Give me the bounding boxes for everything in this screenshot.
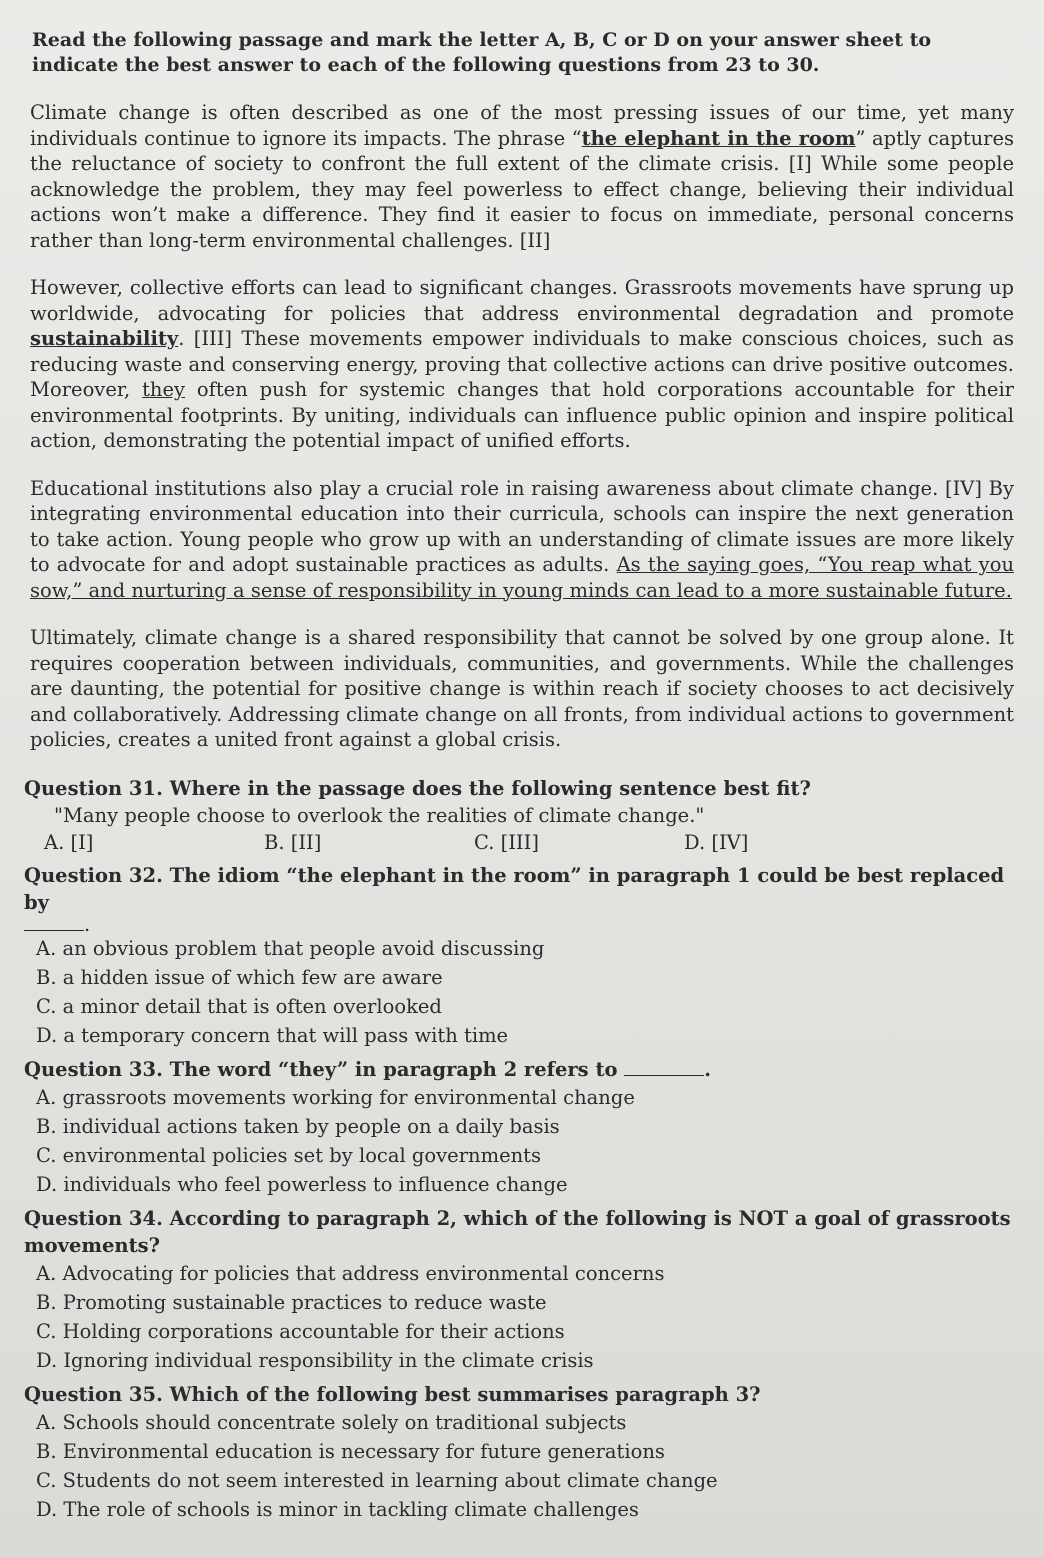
question-33: Question 33. The word “they” in paragraph 2 refers to . [24, 1057, 712, 1081]
question-31-quote: "Many people choose to overlook the realities of climate change." [54, 803, 705, 827]
keyword-sustainability: sustainability [30, 327, 179, 350]
question-32: Question 32. The idiom “the elephant in the room” in paragraph 1 could be best replaced by [24, 863, 1005, 914]
paragraph-3: Educational institutions also play a crucial role in raising awareness about climate change. [IV] By integrating environmental education into their curricula, schools can inspire the next generation to take action. Young people who grow up with an understanding of climate issues are more likely to advocate for and adopt sustainable practices as adults. As the saying goes, “You reap what you sow,” and nurturing a sense of responsibility in young minds can lead to a more sustainable future. [30, 476, 1014, 602]
question-31-options [44, 829, 1014, 856]
option-d: D. a temporary concern that will pass with time [36, 1023, 509, 1047]
paragraph-4: Ultimately, climate change is a shared responsibility that cannot be solved by one group alone. It requires cooperation between individuals, communities, and governments. While the challenges are daunting, the potential for positive change is within reach if society chooses to act decisively and collaboratively. Addressing climate change on all fronts, from individual actions to government policies, creates a united front against a global crisis. [30, 626, 1014, 751]
option-d: D. individuals who feel powerless to influence change [36, 1172, 568, 1196]
option-a: A. [I] [44, 830, 94, 854]
option-a: A. Advocating for policies that address environmental concerns [36, 1261, 665, 1285]
option-d: D. [IV] [684, 830, 749, 854]
option-a: A. grassroots movements working for environmental change [36, 1085, 635, 1109]
idiom-elephant-in-room: the elephant in the room [581, 126, 856, 150]
instruction: Read the following passage and mark the letter A, B, C or D on your answer sheet to indicate the best answer to each of the following questions from 23 to 30. [32, 29, 932, 76]
option-c: C. Students do not seem interested in learning about climate change [36, 1468, 718, 1492]
underlined-sentence: As the saying goes, “You reap what you sow,” and nurturing a sense of responsibility in young minds can lead to a more sustainable future. [30, 553, 1014, 602]
option-c: C. a minor detail that is often overlooked [36, 994, 442, 1018]
paragraph-1: Climate change is often described as one of the most pressing issues of our time, yet many individuals continue to ignore its impacts. The phrase “the elephant in the room” aptly captures the reluctance of society to confront the full extent of the climate crisis. [I] While some people acknowledge the problem, they may feel powerless to effect change, believing their individual actions won’t make a difference. They find it easier to focus on immediate, personal concerns rather than long-term environmental challenges. [II] [30, 101, 1014, 252]
option-b: B. a hidden issue of which few are aware [36, 965, 443, 989]
option-b: B. Environmental education is necessary for future generations [36, 1439, 665, 1463]
question-34: Question 34. According to paragraph 2, which of the following is NOT a goal of grassroots movements? [24, 1206, 1011, 1257]
option-a: A. Schools should concentrate solely on traditional subjects [36, 1410, 627, 1434]
option-d: D. The role of schools is minor in tackling climate challenges [36, 1497, 639, 1521]
question-32-blank: . [24, 916, 1014, 934]
option-b: B. [II] [264, 830, 322, 854]
question-31: Question 31. Where in the passage does the following sentence best fit? [24, 776, 811, 800]
keyword-they: they [142, 378, 186, 401]
question-35: Question 35. Which of the following best summarises paragraph 3? [24, 1382, 761, 1406]
option-b: B. Promoting sustainable practices to reduce waste [36, 1290, 547, 1314]
option-c: C. Holding corporations accountable for their actions [36, 1319, 565, 1343]
option-c: C. [III] [474, 830, 539, 854]
option-a: A. an obvious problem that people avoid discussing [36, 936, 545, 960]
option-b: B. individual actions taken by people on a daily basis [36, 1114, 560, 1138]
paragraph-2: However, collective efforts can lead to significant changes. Grassroots movements have sprung up worldwide, advocating for policies that address environmental degradation and promote sustainability. [III] These movements empower individuals to make conscious choices, such as reducing waste and conserving energy, proving that collective actions can drive positive outcomes. Moreover, they often push for systemic changes that hold corporations accountable for their environmental footprints. By uniting, individuals can influence public opinion and inspire political action, demonstrating the potential impact of unified efforts. [30, 276, 1015, 452]
option-d: D. Ignoring individual responsibility in the climate crisis [36, 1348, 594, 1372]
option-c: C. environmental policies set by local governments [36, 1143, 542, 1167]
